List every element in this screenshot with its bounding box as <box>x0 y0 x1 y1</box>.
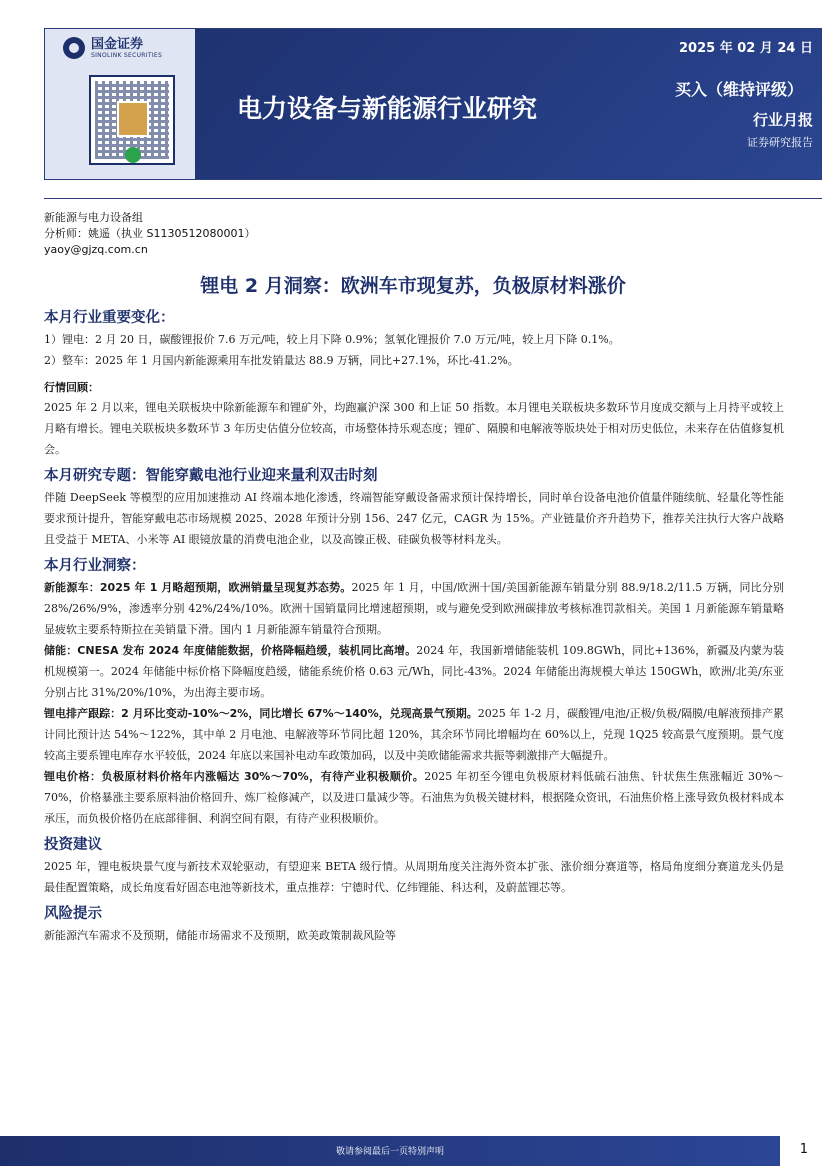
insight-ess <box>44 640 784 703</box>
section-heading-risk: 风险提示 <box>44 906 102 922</box>
rating-badge: 买入（维持评级） <box>674 80 803 99</box>
topic-paragraph: 伴随 DeepSeek 等模型的应用加速推动 AI 终端本地化渗透，终端智能穿戴设备需求预计保持增长，同时单台设备电池价值量伴随续航、轻量化等性能要求预计提升，智能穿戴电芯市场规模 2025、2028 年预计分别 156、247 亿元，CAGR 为 15%。产业链量价齐升趋势下，推荐关注执行大客户战略且受益于 META、小米等 AI 眼镜放量的消费电池企业，以及高镍正极、硅碳负极等材料龙头。 <box>44 491 784 546</box>
report-date: 2025 年 02 月 24 日 <box>679 41 813 56</box>
change-item: 2）整车：2025 年 1 月国内新能源乘用车批发销量达 88.9 万辆，同比+27.1%，环比-41.2%。 <box>44 354 519 367</box>
review-paragraph: 2025 年 2 月以来，锂电关联板块中除新能源车和锂矿外，均跑赢沪深 300 和上证 50 指数。本月锂电关联板块多数环节月度成交额与上月持平或较上月略有增长。锂电关联板块多数环节 3 年历史估值分位较高，市场整体持乐观态度；锂矿、隔膜和电解液等版块处于相对历史低位，未来存在估值修复机会。 <box>44 401 784 456</box>
insight-price-text: 2025 年初至今锂电负极原材料低硫石油焦、针状焦生焦涨幅近 30%～70%，价格暴涨主要系原料油价格回升、炼厂检修减产，以及进口量减少等。石油焦为负极关键材料，根据隆众资讯，石油焦价格上涨导致负极材料成本承压，而负极价格仍在底部徘徊、利润空间有限，有待产业积极顺价。 <box>44 770 784 825</box>
insight-price-lead: 锂电价格：负极原材料价格年内涨幅达 30%～70%，有待产业积极顺价。 <box>44 770 425 783</box>
insight-schedule-text: 2025 年 1-2 月，碳酸锂/电池/正极/负极/隔膜/电解液预排产累计同比预计达 54%～122%，其中单 2 月电池、电解液等环节同比超 120%，其余环节同比增幅均在 60%以上，兑现 1Q25 较高景气度预期。景气度较高主要系锂电库存水平较低，2024 年底以来国补电动车政策加码，以及中美欧储能需求共振等刺激排产大幅提升。 <box>44 707 784 762</box>
insight-price <box>44 766 784 829</box>
insight-ess-lead: 储能：CNESA 发布 2024 年度储能数据，价格降幅趋缓，装机同比高增。 <box>44 644 417 657</box>
page-number: 1 <box>799 1142 808 1157</box>
section-heading-invest: 投资建议 <box>44 837 102 853</box>
insight-nev <box>44 577 784 640</box>
analyst-info <box>44 210 255 258</box>
section-heading-review: 行情回顾： <box>44 381 99 394</box>
section-heading-changes: 本月行业重要变化： <box>44 310 175 326</box>
company-logo <box>63 37 162 59</box>
report-type: 行业月报 <box>752 111 813 129</box>
insight-ess-text: 2024 年，我国新增储能装机 109.8GWh，同比+136%，新疆及内蒙为装机规模第一。2024 年储能中标价格下降幅度趋缓，储能系统价格 0.63 元/Wh，同比-43%。2024 年储能出海规模大单达 150GWh，欧洲/北美/东亚分别占比 31%/20%/10%，为出海主要市场。 <box>44 644 784 699</box>
header-banner <box>44 28 822 180</box>
section-heading-insight: 本月行业洞察： <box>44 558 146 574</box>
logo-name: 国金证券 <box>91 36 144 52</box>
report-body <box>44 302 784 946</box>
banner-logo-panel <box>45 29 195 179</box>
change-item: 1）锂电：2 月 20 日，碳酸锂报价 7.6 万元/吨，较上月下降 0.9%；氢氧化锂报价 7.0 万元/吨，较上月下降 0.1%。 <box>44 333 620 346</box>
risk-paragraph: 新能源汽车需求不及预期，储能市场需求不及预期，欧美政策制裁风险等 <box>44 929 396 942</box>
page-headline: 锂电 2 月洞察：欧洲车市现复苏，负极原材料涨价 <box>200 275 626 297</box>
invest-paragraph: 2025 年，锂电板块景气度与新技术双轮驱动，有望迎来 BETA 级行情。从周期角度关注海外资本扩张、涨价细分赛道等，格局角度细分赛道龙头仍是最佳配置策略，成长角度看好固态电池等新技术，重点推荐：宁德时代、亿纬锂能、科达利，及蔚蓝锂芯等。 <box>44 860 784 894</box>
section-heading-topic: 本月研究专题：智能穿戴电池行业迎来量利双击时刻 <box>44 468 378 484</box>
logo-sub: SINOLINK SECURITIES <box>91 51 163 59</box>
analyst-email[interactable]: yaoy@gjzq.com.cn <box>44 243 148 256</box>
footer-disclaimer: 敬请参阅最后一页特别声明 <box>335 1147 444 1157</box>
insight-nev-lead: 新能源车：2025 年 1 月略超预期，欧洲销量呈现复苏态势。 <box>44 581 352 594</box>
insight-schedule-lead: 锂电排产跟踪：2 月环比变动-10%～2%，同比增长 67%～140%，兑现高景气预期。 <box>44 707 478 720</box>
meta-divider <box>44 198 822 199</box>
report-title: 电力设备与新能源行业研究 <box>237 94 538 123</box>
research-group: 新能源与电力设备组 <box>44 211 143 224</box>
qr-code-icon <box>89 75 175 165</box>
analyst-name: 分析师：姚遥（执业 S1130512080001） <box>44 227 256 240</box>
insight-schedule <box>44 703 784 766</box>
report-kind: 证券研究报告 <box>747 136 813 149</box>
logo-mark-icon <box>63 37 85 59</box>
insight-nev-text: 2025 年 1 月，中国/欧洲十国/美国新能源车销量分别 88.9/18.2/11.5 万辆，同比分别 28%/26%/9%，渗透率分别 42%/24%/10%。欧洲十国销量同比增速超预期，或与避免受到欧洲碳排放考核标准罚款相关。美国 1 月新能源车销量略显疲软主要系特斯拉在美销量下滑。国内 1 月新能源车销量符合预期。 <box>44 581 784 636</box>
